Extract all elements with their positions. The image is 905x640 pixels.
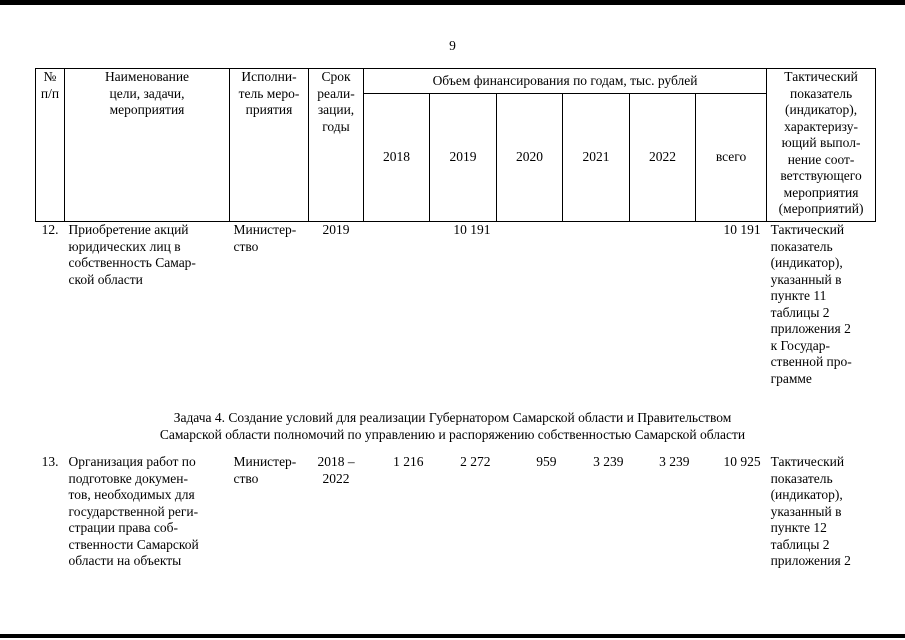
row13-num: 13. [41,454,59,469]
header-year-2018: 2018 [364,94,430,222]
header-num: № п/п [36,69,65,222]
header-funding: Объем финансирования по годам, тыс. рублей [364,69,767,94]
header-year-2021: 2021 [563,94,630,222]
bottom-border [0,634,905,638]
row13-name: Организация работ по подготовке докумен- тов, необходимых для государственной реги- страции права соб- ственности Самарской области на объекты [68,454,199,568]
row13-2019: 2 272 [460,454,491,469]
row12-name: Приобретение акций юридических лиц в собственность Самар- ской области [68,222,196,287]
row13-2021: 3 239 [593,454,624,469]
task-4-heading: Задача 4. Создание условий для реализации Губернатором Самарской области и Правительством Самарской области полномочий по управлению и распоряжению собственностью Самарской области [159,410,746,442]
header-year-2020: 2020 [497,94,563,222]
row13-2022: 3 239 [659,454,690,469]
header-name: Наименование цели, задачи, мероприятия [65,69,230,222]
header-year-2019: 2019 [430,94,497,222]
row12-2020 [497,222,563,388]
row13-total: 10 925 [723,454,761,469]
row13-2020: 959 [536,454,557,469]
table-row-13 [36,454,876,570]
row12-2022 [630,222,696,388]
row13-indicator: Тактический показатель (индикатор), указанный в пункте 12 таблицы 2 приложения 2 [770,454,851,568]
row12-total: 10 191 [723,222,761,237]
table-row-12 [36,222,876,388]
top-border [0,0,905,5]
row12-num: 12. [41,222,59,237]
row12-indicator: Тактический показатель (индикатор), указанный в пункте 11 таблицы 2 приложения 2 к Государ- ственной про- грамме [770,222,852,386]
header-indicator: Тактический показатель (индикатор), характеризу- ющий выпол- нение соот- ветствующего мероприятия (мероприятий) [767,69,876,222]
financing-table [35,68,876,570]
header-year-total: всего [696,94,767,222]
row12-2021 [563,222,630,388]
row13-executor: Министер- ство [233,454,297,486]
page-number: 9 [449,38,456,53]
row12-2019: 10 191 [453,222,491,237]
header-term: Срок реали- зации, годы [309,69,364,222]
row13-2018: 1 216 [393,454,424,469]
row13-term: 2018 – 2022 [317,454,355,486]
header-year-2022: 2022 [630,94,696,222]
header-executor: Исполни- тель меро- приятия [230,69,309,222]
row12-executor: Министер- ство [233,222,297,254]
row12-2018 [364,222,430,388]
row12-term: 2019 [322,222,350,237]
